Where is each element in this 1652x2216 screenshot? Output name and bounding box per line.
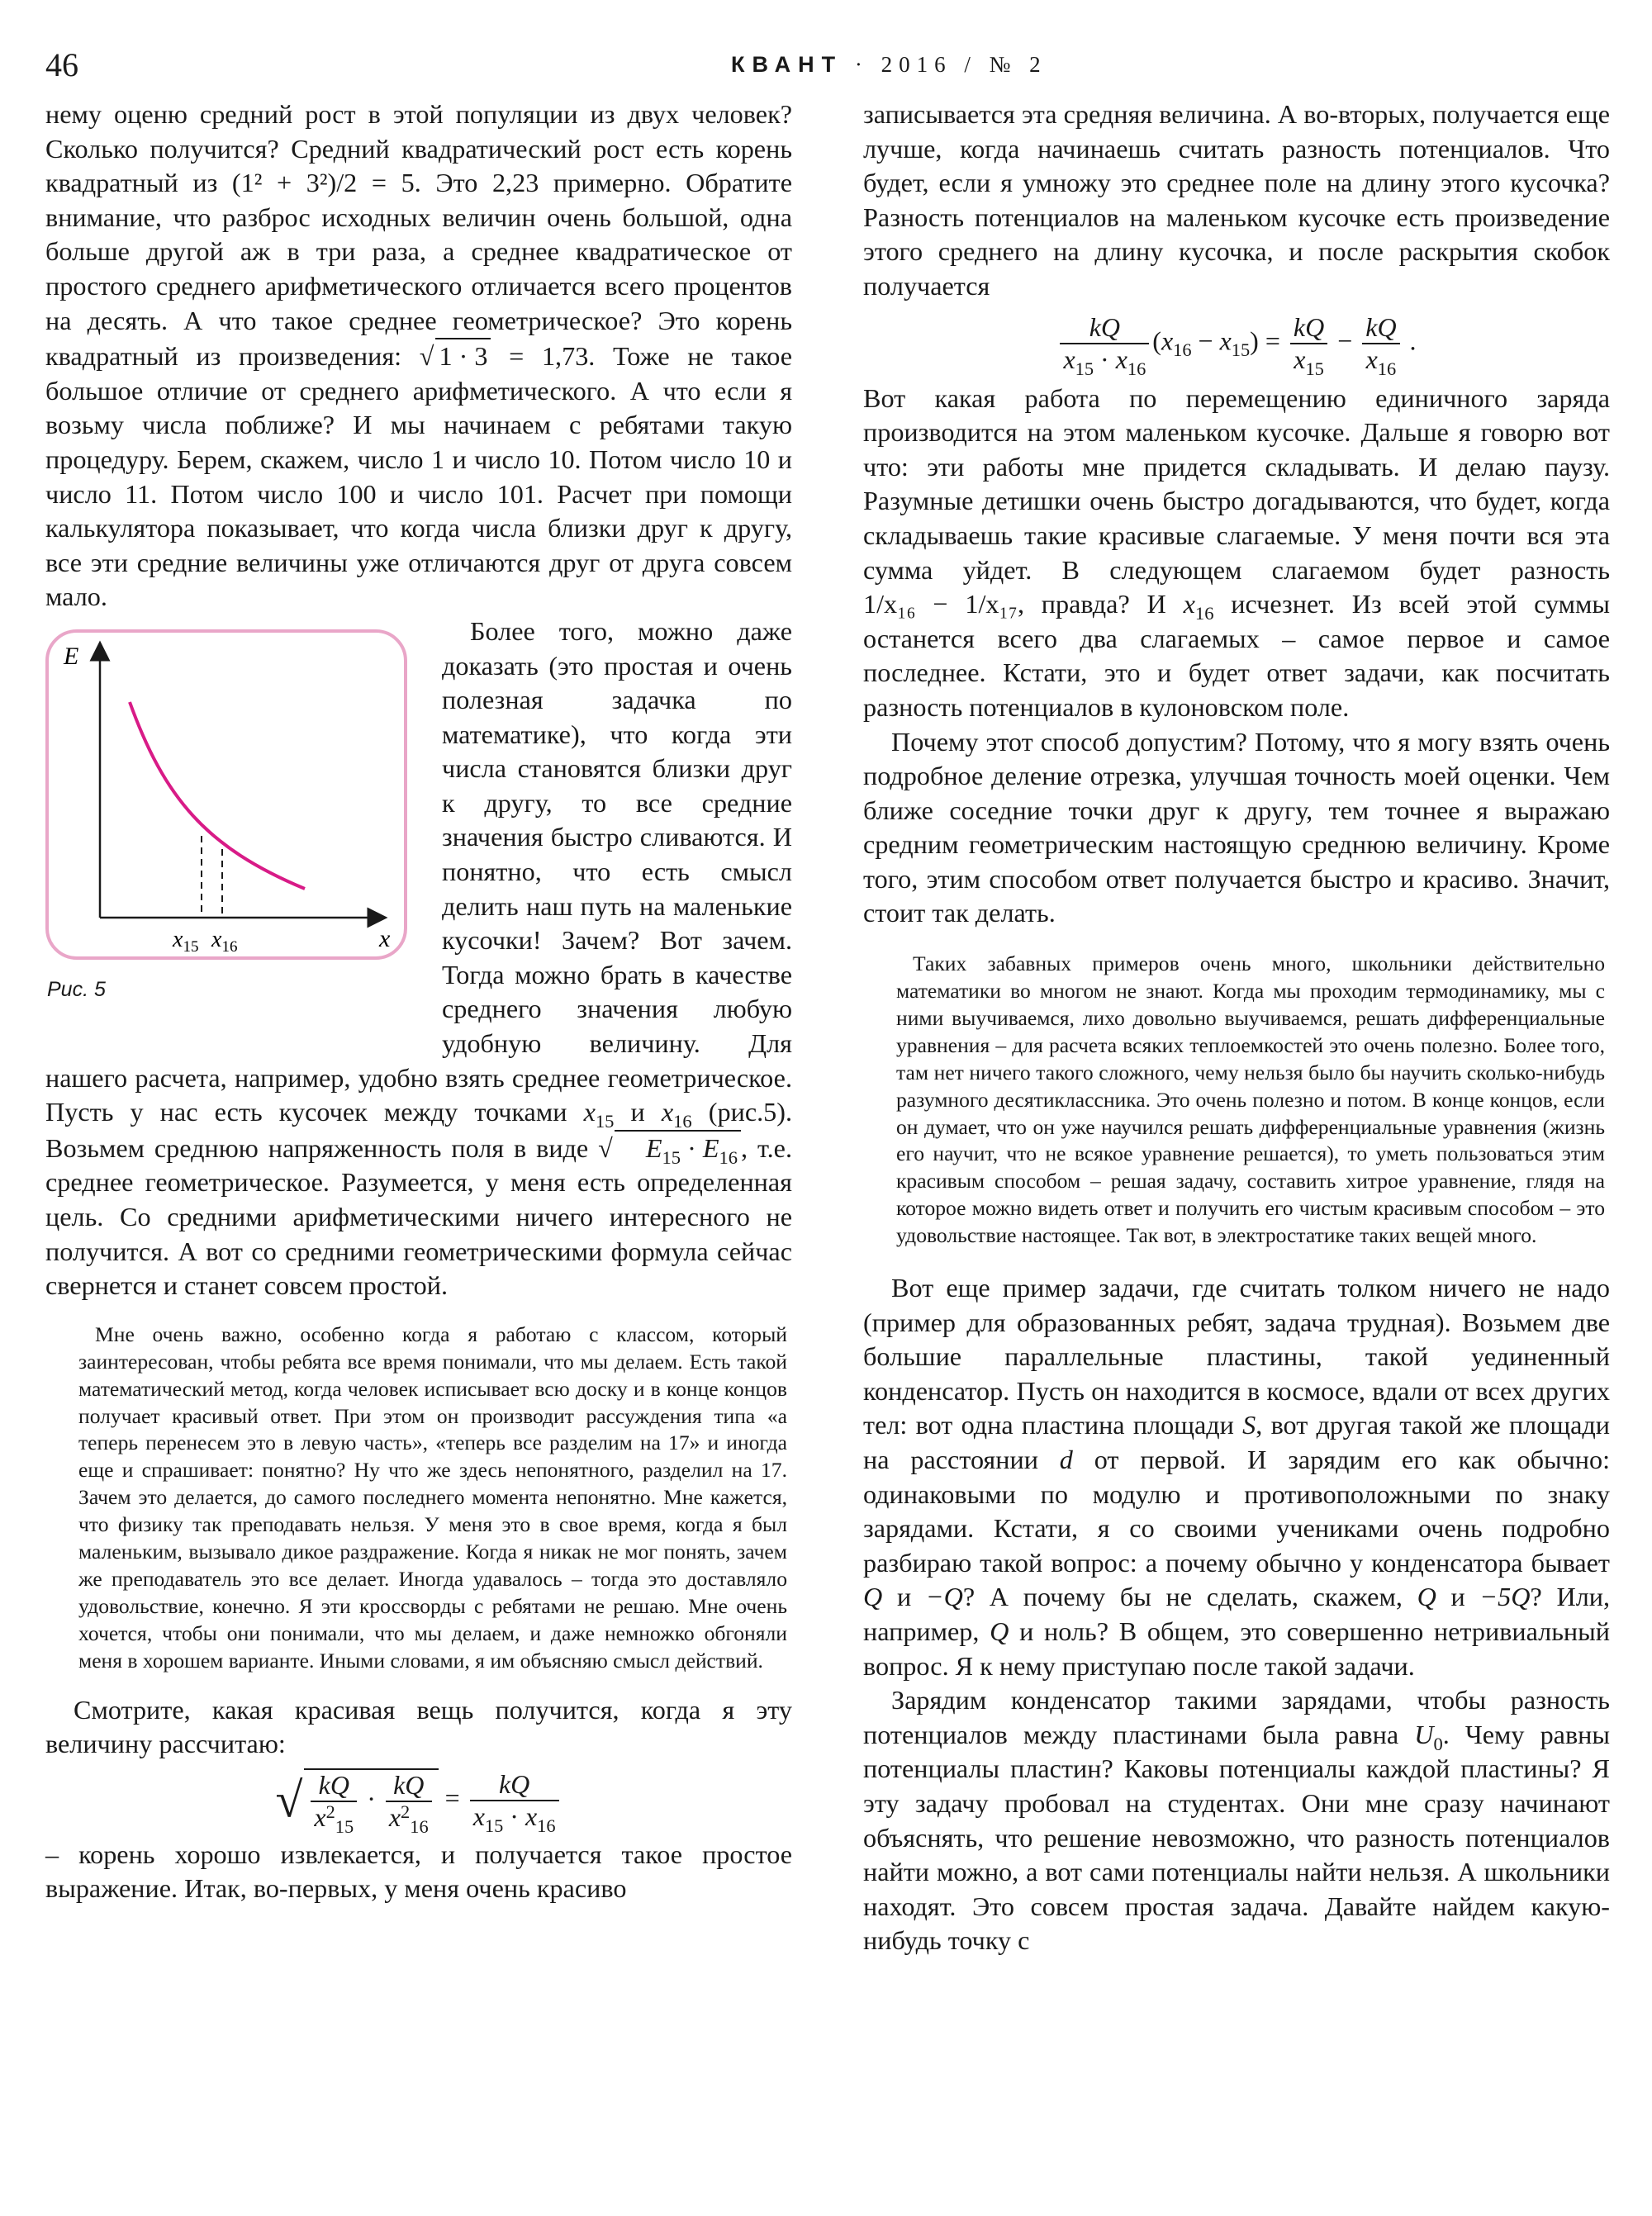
- field-curve: [130, 702, 305, 889]
- var-x: x: [388, 1801, 401, 1832]
- var-q: Q: [990, 1616, 1009, 1646]
- kq: kQ: [1365, 311, 1397, 342]
- formula-result: = 1,73: [509, 341, 589, 372]
- figure-frame: [45, 629, 407, 960]
- text-run: Зарядим конденсатор такими зарядами, чтобы разность потенциалов между пластинами была равна: [863, 1685, 1610, 1749]
- subscript: 15: [662, 1146, 681, 1168]
- subscript: 15: [1075, 358, 1094, 379]
- y-axis-label: E: [64, 642, 79, 670]
- formula-telescoping-term: 1/x₁₆ − 1/x₁₇: [863, 589, 1018, 619]
- var-e: E: [645, 1132, 662, 1163]
- subscript: 16: [719, 1146, 738, 1168]
- var-u: U: [1414, 1719, 1434, 1749]
- text-run: , вот другая такой же площади на расстоянии: [863, 1410, 1610, 1474]
- subscript: 16: [537, 1815, 556, 1836]
- var-s: S: [1242, 1410, 1256, 1440]
- right-aside-note: Таких забавных примеров очень много, школьники действительно математики во многом не знают. Когда мы проходим термодинамику, мы с ними выучиваемся, лихо довольно выучиваемся, решать дифференциальные уравнения – для расчета всяких теплоемкостей это очень полезно. Более того, там нет ничего такого сложного, чему нельзя было бы научить сколько-нибудь разумного десятиклассника. Это очень полезно и потом. В конце концов, если он думает, что он уже научился решать дифференциальные уравнения (жизнь его научит, что не всякое уравнение решается), то уметь пользоваться этим красивым способом – решая задачу, составить хитрое уравнение, глядя на которое можно видеть ответ и получить его чистым красивым способом – это удовольствие настоящее. Так вот, в электростатике таких вещей много.: [896, 951, 1605, 1248]
- text-run: нему оценю средний рост в этой популяции из двух человек? Сколько получится? Средний квадратический рост есть корень квадратный из: [45, 99, 792, 198]
- text-run: ? А почему бы не сделать, скажем,: [962, 1582, 1403, 1612]
- figure-5: [45, 615, 425, 1032]
- var-x: x: [1115, 344, 1127, 374]
- var-minus-5q: −5Q: [1479, 1582, 1531, 1612]
- text-run: и ноль? В общем, это совершенно нетривиальный вопрос. Я к нему приступаю после такой задачи.: [863, 1616, 1611, 1681]
- minus: −: [1198, 325, 1213, 355]
- subscript: 0: [1433, 1733, 1443, 1754]
- kq: kQ: [1089, 311, 1121, 342]
- var-x: x: [1183, 589, 1195, 619]
- journal-issue: · 2016 / № 2: [854, 52, 1047, 77]
- figure-caption: Рис. 5: [47, 977, 106, 1001]
- dot: ·: [510, 1801, 519, 1831]
- dot: ·: [367, 1783, 376, 1814]
- var-x: x: [1219, 325, 1232, 355]
- subscript: 15: [595, 1111, 615, 1132]
- text-run: . Это 2,23 примерно. Обратите внимание, что разброс исходных величин очень большой, одна больше другой аж в три раза, а среднее квадратическое от простого среднего арифметического отличается всего процентов на десять. А что такое среднее геометрическое? Это корень квадратный из произведения:: [45, 168, 792, 372]
- text-run: Вот какая работа по перемещению единичного заряда производится на этом маленьком кусочке. Дальше я говорю вот что: эти работы мне придется складывать. И делаю паузу. Разумные детишки очень быстро догадываются, что будет, когда складываешь такие красивые слагаемые. У меня почти вся эта сумма уйдет. В следующем слагаемом будет разность: [863, 382, 1610, 585]
- subscript: 16: [1377, 358, 1397, 379]
- var-d: d: [1059, 1445, 1073, 1474]
- left-paragraph-3: Смотрите, какая красивая вещь получится, когда я эту величину рассчитаю:: [45, 1694, 792, 1759]
- var-x: x: [1365, 344, 1378, 374]
- text-run: . Чему равны потенциалы пластин? Каковы потенциалы каждой пластины? Я эту задачу пробовал на студентах. Они мне сразу начинают объяснять, что решение невозможно, что разность потенциалов найти можно, а вот сами потенциалы найти нельзя. А школьники находят. Это совсем простая задача. Давайте найдем какую-нибудь точку с: [863, 1719, 1610, 1956]
- formula-mean-square: (1² + 3²)/2 = 5: [231, 168, 415, 198]
- var-x: x: [583, 1097, 596, 1127]
- right-paragraph-5: [863, 1683, 1610, 1958]
- kq: kQ: [318, 1769, 349, 1800]
- var-minus-q: −Q: [925, 1582, 963, 1612]
- period: .: [1409, 325, 1417, 355]
- formula-geometric-mean: √ 1 · 3 = 1,73: [420, 341, 589, 371]
- text-run: от первой. И зарядим его как обычно: одинаковыми по модулю и противоположными по знаку зарядами. Кстати, я со своими учениками очень подробно разбираю такой вопрос: а почему обычно у конденсатора бывает: [863, 1445, 1611, 1578]
- var-x: x: [1063, 344, 1075, 374]
- journal-title: [731, 52, 1047, 78]
- x16-label: $x_{16}$: [211, 926, 238, 956]
- superscript: 2: [325, 1801, 335, 1822]
- subscript: 15: [335, 1815, 354, 1837]
- var-x: x: [1294, 344, 1306, 374]
- left-aside-note: Мне очень важно, особенно когда я работаю с классом, который заинтересован, чтобы ребята все время понимали, что мы делаем. Есть такой математический метод, когда человек исписывает всю доску и в конце концов получает красивый ответ. При этом он производит рассуждения типа «а теперь перенесем это в левую часть», «теперь все разделим на 17» и иногда еще и спрашивает: понятно? Ну что же здесь непонятного, разделил на 17. Зачем это делается, до самого последнего момента непонятно. Мне кажется, что физику так преподавать нельзя. У меня это в свое время, когда я был маленьким, вызывало дикое раздражение. Когда я никак не мог понять, зачем же преподаватель это все делает. Иногда удавалось – тогда это доставляло удовольствие, конечно. Я эти кроссворды с ребятами не решаю. Мне очень хочется, чтобы они понимали, что мы делаем, и даже немножко обгоняли меня в хорошем варианте. Иными словами, я им объясняю смысл действий.: [78, 1322, 787, 1673]
- var-q: Q: [1417, 1582, 1436, 1612]
- text-run: . Тоже не такое большое отличие от среднего арифметического. А что если я возьму числа поближе? И мы начинаем с ребятами такую процедуру. Берем, скажем, число 1 и число 10. Потом число 10 и число 11. Потом число 100 и число 101. Расчет при помощи калькулятора показывает, что когда числа близки друг к другу, все эти средние величины уже отличаются друг от друга совсем мало.: [45, 341, 793, 612]
- kq: kQ: [498, 1768, 530, 1799]
- x15-label: $x_{15}$: [173, 926, 199, 956]
- var-x: x: [661, 1097, 674, 1127]
- right-paragraph-4: [863, 1271, 1610, 1683]
- text-run: , правда? И: [1017, 589, 1166, 619]
- formula-geometric-field: √ $\frac{kQ}{x^2_{15}}$ · $\frac{kQ}{x^2_{16}}$ = $\frac{kQ}{x_{15} \cdot x_{16}}$: [45, 1768, 792, 1833]
- subscript: 15: [484, 1815, 504, 1836]
- equals: =: [444, 1782, 460, 1813]
- text-run: ? Или, например,: [863, 1582, 1611, 1646]
- left-column: [45, 97, 792, 1906]
- kq: kQ: [1293, 311, 1325, 342]
- var-x: x: [525, 1801, 538, 1831]
- text-run: и: [1450, 1582, 1465, 1612]
- var-x: x: [314, 1801, 326, 1832]
- text-run: Более того, можно даже доказать (это простая и очень полезная задачка по математике), что когда эти числа становятся близки друг к другу, то все средние значения быстро сливаются. И понятно, что есть смысл делить наш путь на маленькие кусочки! Зачем? Вот зачем. Тогда можно брать в качестве среднего значения любую удобную величину. Для нашего расчета, например, удобно взять среднее геометрическое. Пусть у нас есть кусочек между точками: [45, 615, 792, 1127]
- var-e: E: [702, 1132, 719, 1163]
- dot: ·: [687, 1132, 696, 1163]
- text-run: Вот еще пример задачи, где считать толком ничего не надо (пример для образованных ребят, задача трудная). Возьмем две большие параллельные пластины, такой уединенный конденсатор. Пусть он находится в космосе, вдали от всех других тел: вот одна пластина площади: [863, 1273, 1610, 1440]
- minus: −: [1337, 325, 1353, 355]
- text-run: (рис.5). Возьмем среднюю напряженность поля в виде: [45, 1097, 793, 1163]
- page-header: [45, 45, 1607, 87]
- sqrt-content: 1 · 3: [435, 338, 491, 374]
- left-paragraph-1: [45, 97, 792, 615]
- var-x: x: [472, 1801, 485, 1831]
- subscript: 15: [1231, 339, 1251, 360]
- journal-name: КВАНТ: [731, 52, 843, 77]
- kq: kQ: [393, 1769, 425, 1800]
- equals: =: [1265, 325, 1280, 355]
- text-run: и: [896, 1582, 912, 1612]
- right-paragraph-2: [863, 382, 1610, 725]
- subscript: 15: [1305, 358, 1324, 379]
- x-axis-label: x: [379, 924, 391, 952]
- subscript: 16: [1127, 358, 1146, 379]
- text-run: исчезнет. Из всей этой суммы останется всего два слагаемых – самое первое и самое последнее. Кстати, это и будет ответ задачи, как посчитать разность потенциалов в кулоновском поле.: [863, 589, 1610, 722]
- formula-sqrt-e15-e16: √ $E_{15} \cdot E_{16}$: [598, 1133, 741, 1163]
- right-paragraph-3: Почему этот способ допустим? Потому, что я могу взять очень подробное деление отрезка, улучшая точность моей оценки. Чем ближе соседние точки друг к другу, тем точнее я выражаю средним геометрическим настоящую среднюю величину. Кроме того, этим способом ответ получается быстро и красиво. Значит, стоит так делать.: [863, 726, 1610, 928]
- superscript: 2: [401, 1801, 411, 1822]
- subscript: 16: [410, 1815, 429, 1837]
- right-column: [863, 97, 1610, 1958]
- subscript: 16: [673, 1111, 692, 1132]
- left-paragraph-4: – корень хорошо извлекается, и получается такое простое выражение. Итак, во-первых, у меня очень красиво: [45, 1839, 792, 1904]
- subscript: 16: [1173, 339, 1192, 360]
- var-q: Q: [863, 1582, 883, 1612]
- var-x: x: [1161, 325, 1174, 355]
- text-run: , т.е. среднее геометрическое. Разумеется, у меня есть определенная цель. Со средними арифметическими ничего интересного не получится. А вот со средними геометрическими формула сейчас свернется и станет совсем простой.: [45, 1132, 793, 1301]
- subscript: 16: [1194, 603, 1214, 624]
- text-run: и: [630, 1097, 645, 1127]
- right-paragraph-1: записывается эта средняя величина. А во-вторых, получается еще лучше, когда начинаешь считать разность потенциалов. Что будет, если я умножу это среднее поле на длину этого кусочка? Разность потенциалов на маленьком кусочке есть произведение этого среднего на длину кусочка, и после раскрытия скобок получается: [863, 99, 1610, 301]
- field-graph: [49, 633, 404, 956]
- page-number: 46: [45, 46, 78, 83]
- formula-potential-difference: $\frac{kQ}{x_{15} \cdot x_{16}}$ $(x_{16} - x_{15})$ = $\frac{kQ}{x_{15}}$ − $\frac{kQ}{x_{16}}$ .: [863, 312, 1610, 375]
